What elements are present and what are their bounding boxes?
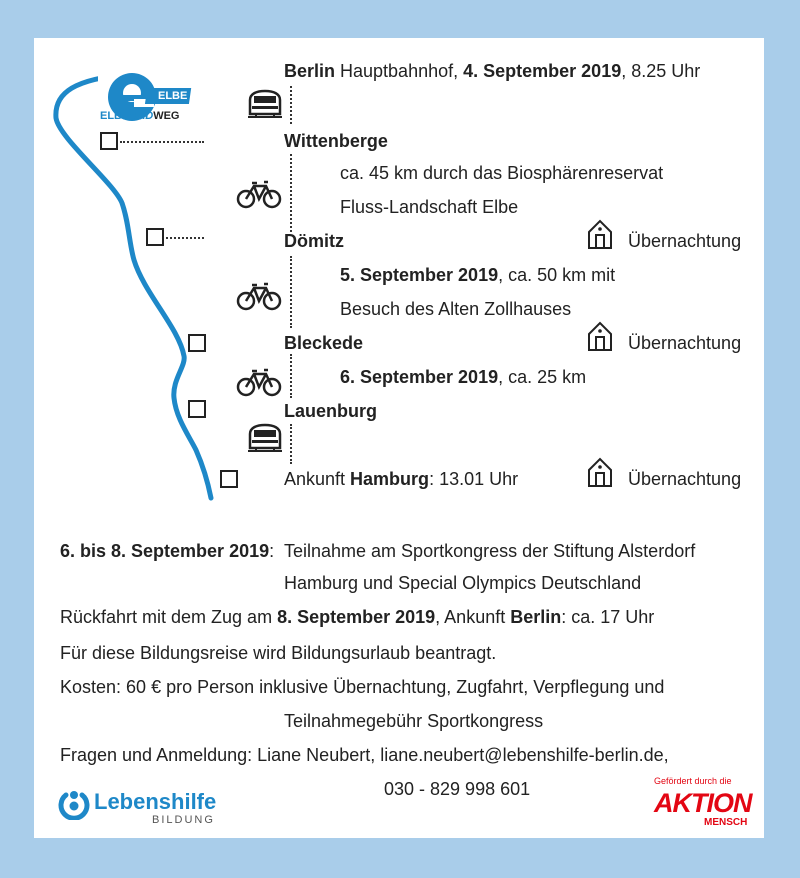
leg1-line2: Fluss-Landschaft Elbe [340,197,519,217]
stop-wittenberge: Wittenberge [284,131,388,151]
aktion-wordmark: AKTION [654,788,752,818]
bicycle-icon [236,280,282,312]
lebenshilfe-symbol-icon [58,788,90,820]
contact-phone: 030 - 829 998 601 [384,779,531,799]
timeline-lauenburg [290,424,292,464]
lebenshilfe-sub: BILDUNG [152,814,215,826]
leg3-line1: 6. September 2019, ca. 25 km [340,367,587,387]
funded-by-text: Gefördert durch die [654,776,732,786]
timeline-leg2 [290,256,292,328]
lebenshilfe-name: Lebenshilfe [94,789,217,814]
house-icon [586,456,614,488]
congress-line1: Teilnahme am Sportkongress der Stiftung Alsterdorf [284,541,696,561]
stop-lauenburg: Lauenburg [284,401,377,421]
stop-bleckede: Bleckede [284,333,364,353]
timeline-leg1 [290,154,292,232]
stop-marker-hamburg [220,470,238,488]
stop-doemitz: Dömitz [284,231,344,251]
contact-line1: Fragen und Anmeldung: Liane Neubert, liane.neubert@lebenshilfe-berlin.de, [60,745,669,765]
mensch-wordmark: MENSCH [704,817,748,828]
overnight-bleckede: Übernachtung [628,333,742,353]
connector-wittenberge [120,141,204,143]
connector-doemitz [166,237,204,239]
departure-berlin: Berlin Hauptbahnhof, 4. September 2019, 8.25 Uhr [284,61,701,81]
arrival-hamburg: Ankunft Hamburg: 13.01 Uhr [284,469,519,489]
overnight-hamburg: Übernachtung [628,469,742,489]
leg2-line1: 5. September 2019, ca. 50 km mit [340,265,616,285]
train-icon [246,422,284,454]
stop-marker-doemitz [146,228,164,246]
educational-leave: Für diese Bildungsreise wird Bildungsurlaub beantragt. [60,643,497,663]
timeline-berlin [290,86,292,124]
stop-marker-wittenberge [100,132,118,150]
elberadweg-caption: ELBERADWEG [100,110,180,122]
congress-line2: Hamburg und Special Olympics Deutschland [284,573,642,593]
cost-line2: Teilnahmegebühr Sportkongress [284,711,544,731]
house-icon [586,320,614,352]
elbe-word: ELBE [158,90,188,102]
timeline-leg3 [290,354,292,398]
leg1-line1: ca. 45 km durch das Biosphärenreservat [340,163,664,183]
cost-line1: Kosten: 60 € pro Person inklusive Übernachtung, Zugfahrt, Verpflegung und [60,677,665,697]
leg2-line2: Besuch des Alten Zollhauses [340,299,572,319]
flyer-card [34,38,764,838]
train-icon [246,88,284,120]
house-icon [586,218,614,250]
congress-date: 6. bis 8. September 2019: [60,541,275,561]
stop-marker-lauenburg [188,400,206,418]
overnight-doemitz: Übernachtung [628,231,742,251]
bicycle-icon [236,366,282,398]
return-trip: Rückfahrt mit dem Zug am 8. September 2019, Ankunft Berlin: ca. 17 Uhr [60,607,655,627]
stop-marker-bleckede [188,334,206,352]
bicycle-icon [236,178,282,210]
